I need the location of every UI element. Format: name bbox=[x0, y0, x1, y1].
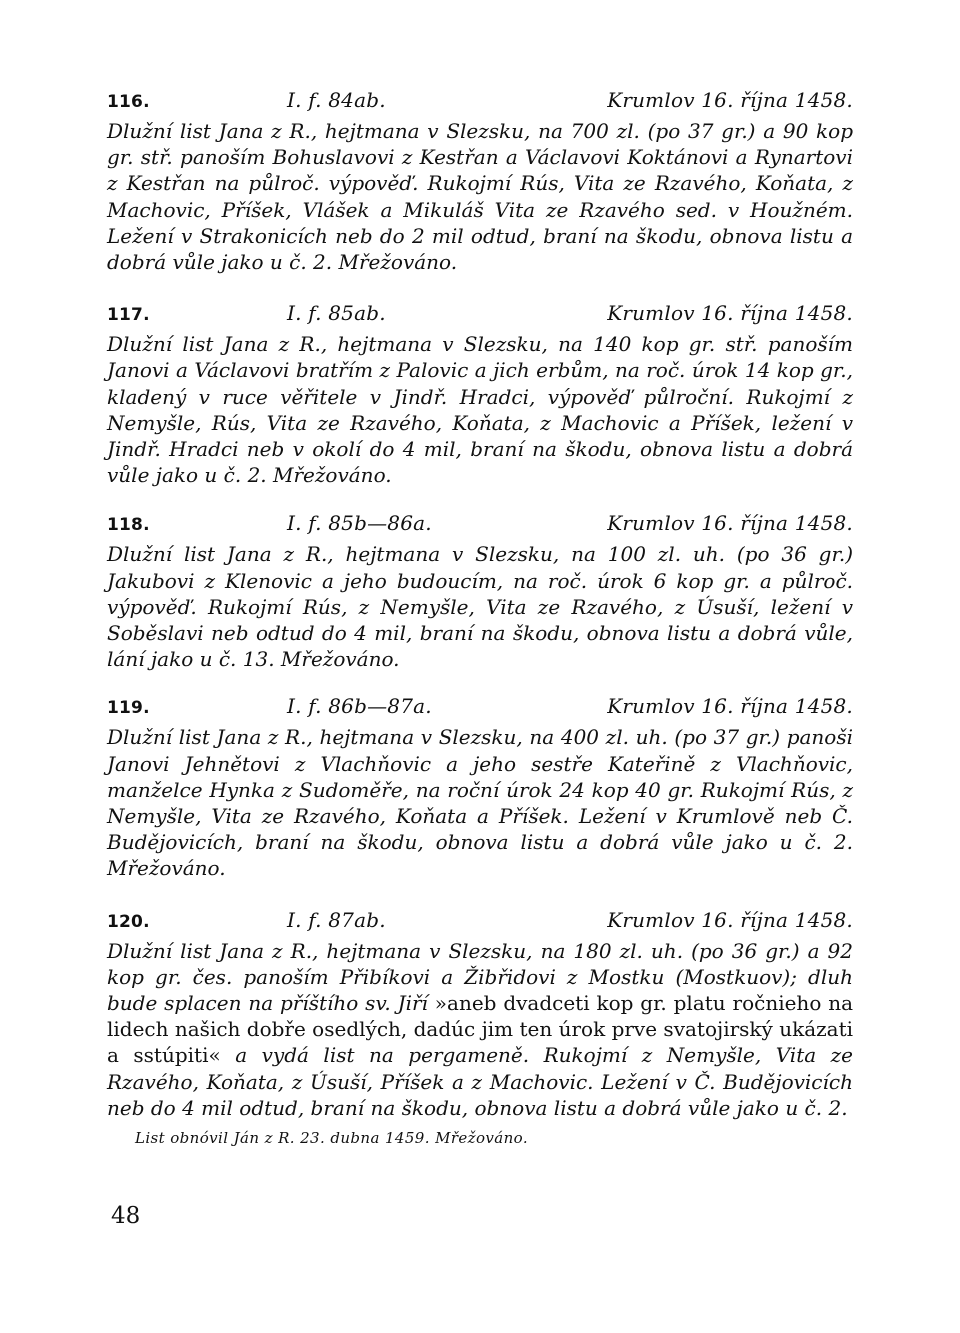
entry-118 bbox=[107, 511, 853, 672]
place-date: Krumlov 16. října 1458. bbox=[607, 694, 853, 719]
entry-text-italic-part: Dlužní list Jana z R., hejtmana v Slezsku, na 180 zl. uh. (po 36 gr.) a 92 kop gr. čes. panoším Přibíkovi a Žibřidovi z Mostku (Mostkuov); dluh bude splacen na příštího sv. Jiří bbox=[107, 938, 853, 1016]
entry-header bbox=[107, 694, 853, 724]
entry-number: 119. bbox=[107, 698, 150, 719]
quoted-text: »aneb dvadceti kop gr. platu ročnieho na lidech našich dobře osedlých, dadúc jim ten úrok prve svatojirský ukázati a sstúpiti« bbox=[107, 991, 854, 1068]
entry-119 bbox=[107, 694, 853, 881]
entry-117 bbox=[107, 301, 853, 488]
place-date: Krumlov 16. října 1458. bbox=[607, 511, 853, 536]
entry-text bbox=[107, 938, 853, 1121]
entry-text: Dlužní list Jana z R., hejtmana v Slezsku, na 400 zl. uh. (po 37 gr.) panoši Janovi Jehnětovi z Vlachňovic a jeho sestře Kateřině z Vlachňovic, manželce Hynka z Sudoměře, na roční úrok 24 kop 40 gr. Rukojmí Rús, z Nemyšle, Vita ze Rzavého, Koňata a Příšek. Ležení v Krumlově neb Č. Budějovicích, braní na škodu, obnova listu a dobrá vůle jako u č. 2. Mřežováno. bbox=[107, 725, 853, 881]
place-date: Krumlov 16. října 1458. bbox=[607, 907, 853, 932]
entry-120 bbox=[107, 908, 853, 1147]
entry-number: 118. bbox=[107, 515, 150, 536]
entry-header bbox=[107, 908, 853, 938]
place-date: Krumlov 16. října 1458. bbox=[607, 88, 853, 112]
entry-number: 116. bbox=[107, 92, 150, 112]
footnote: List obnóvil Ján z R. 23. dubna 1459. Mřežováno. bbox=[135, 1129, 529, 1148]
entry-116 bbox=[107, 88, 853, 275]
folio-reference: I. f. 87ab. bbox=[287, 907, 386, 932]
folio-reference: I. f. 85ab. bbox=[287, 301, 386, 326]
place-date: Krumlov 16. října 1458. bbox=[607, 301, 853, 326]
page-content bbox=[107, 88, 853, 1147]
folio-reference: I. f. 84ab. bbox=[287, 88, 386, 112]
entry-header bbox=[107, 88, 853, 118]
entry-text: Dlužní list Jana z R., hejtmana v Slezsku, na 700 zl. (po 37 gr.) a 90 kop gr. stř. panoším Bohuslavovi z Kestřan a Václavovi Koktánovi a Rynartovi z Kestřan na půlroč. výpověď. Rukojmí Rús, Vita ze Rzavého, Koňata, z Machovic, Příšek, Vlášek a Mikuláš Vita ze Rzavého sed. v Houžném. Ležení v Strakonicích neb do 2 mil odtud, braní na škodu, obnova listu a dobrá vůle jako u č. 2. Mřežováno. bbox=[107, 119, 853, 275]
entry-header bbox=[107, 301, 853, 331]
entry-number: 120. bbox=[107, 911, 150, 932]
entry-text-italic-part: a vydá list na pergameně. Rukojmí z Nemyšle, Vita ze Rzavého, Koňata, z Úsuší, Příšek a z Machovic. Ležení v Č. Budějovicích neb do 4 mil odtud, braní na škodu, obnova listu a dobrá vůle jako u č. 2. bbox=[107, 1043, 854, 1120]
entry-text: Dlužní list Jana z R., hejtmana v Slezsku, na 140 kop gr. stř. panoším Janovi a Václavovi bratřím z Palovic a jich erbům, na roč. úrok 14 kop gr., kladený v ruce věřitele v Jindř. Hradci, výpověď půlroční. Rukojmí z Nemyšle, Rús, Vita ze Rzavého, Koňata, z Machovic a Příšek, ležení v Jindř. Hradci neb v okolí do 4 mil, braní na škodu, obnova listu a dobrá vůle jako u č. 2. Mřežováno. bbox=[107, 332, 853, 488]
folio-reference: I. f. 85b—86a. bbox=[287, 511, 432, 536]
entry-header bbox=[107, 511, 853, 541]
page-number: 48 bbox=[111, 1203, 141, 1229]
folio-reference: I. f. 86b—87a. bbox=[287, 694, 432, 719]
entry-text: Dlužní list Jana z R., hejtmana v Slezsku, na 100 zl. uh. (po 36 gr.) Jakubovi z Klenovic a jeho budoucím, na roč. úrok 6 kop gr. a půlroč. výpověď. Rukojmí Rús, z Nemyšle, Vita ze Rzavého, z Úsuší, ležení v Soběslavi neb odtud do 4 mil, braní na škodu, obnova listu a dobrá vůle, lání jako u č. 13. Mřežováno. bbox=[107, 542, 853, 672]
entry-number: 117. bbox=[107, 305, 150, 326]
